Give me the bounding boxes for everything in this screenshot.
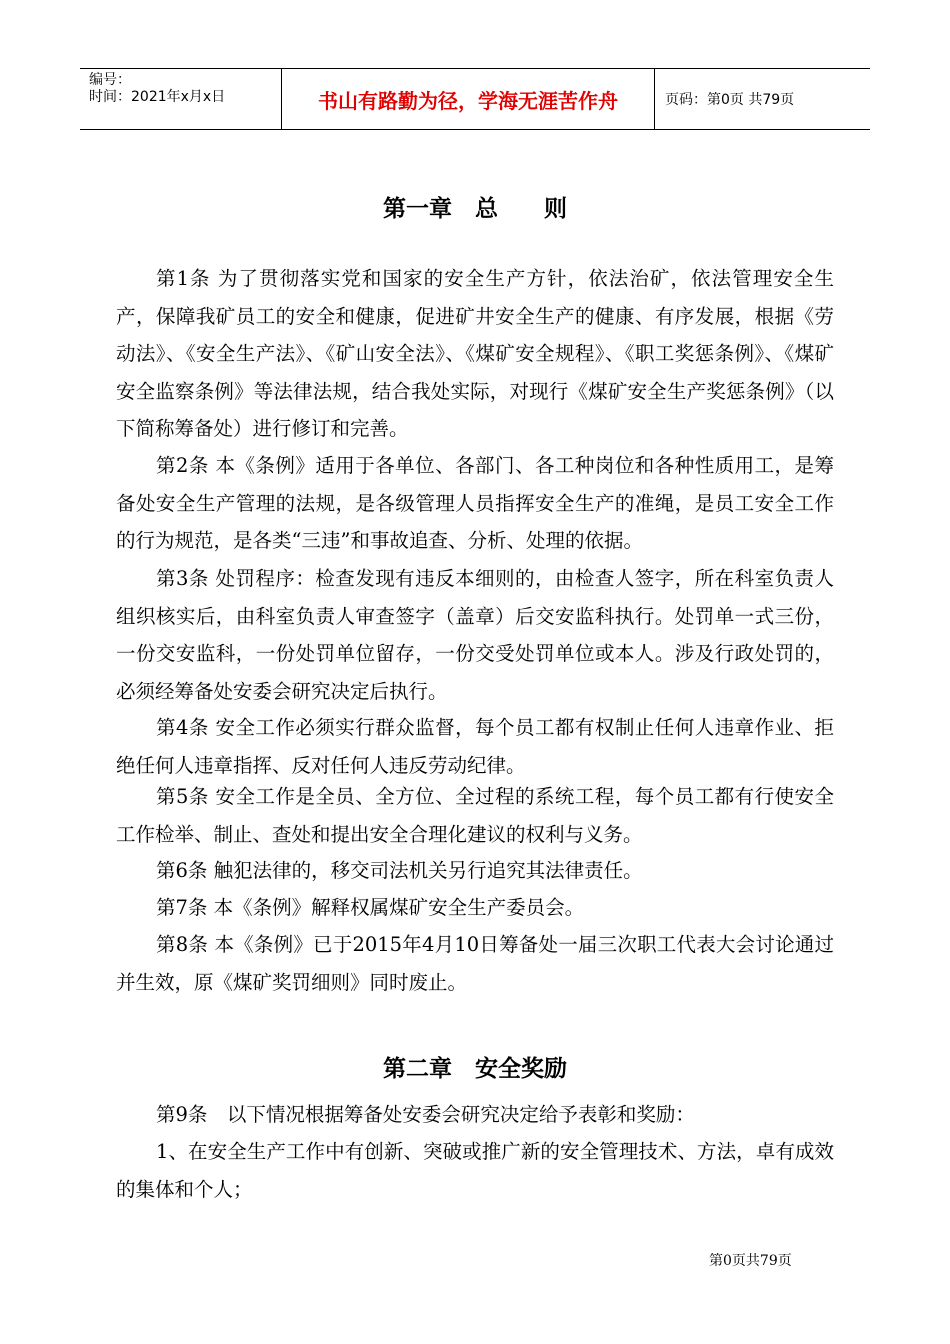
document-date: 时间：2021年x月x日 (89, 89, 226, 105)
header-page-code: 页码：第0页 共79页 (665, 92, 795, 108)
article-paragraph: 1、在安全生产工作中有创新、突破或推广新的安全管理技术、方法，卓有成效的集体和个人； (116, 1140, 834, 1201)
article-paragraph: 第9条 以下情况根据筹备处安委会研究决定给予表彰和奖励： (156, 1103, 695, 1126)
document-number: 编号： (89, 72, 131, 88)
article-paragraph: 第6条 触犯法律的，移交司法机关另行追究其法律责任。 (156, 859, 643, 882)
page-footer: 第0页共79页 (709, 1253, 792, 1269)
article-paragraph: 第5条 安全工作是全员、全方位、全过程的系统工程，每个员工都有行使安全工作检举、制止、查处和提出安全合理化建议的权利与义务。 (116, 785, 834, 846)
header-motto: 书山有路勤为径，学海无涯苦作舟 (282, 69, 655, 129)
article-paragraph: 第7条 本《条例》解释权属煤矿安全生产委员会。 (156, 896, 585, 919)
article-paragraph: 第3条 处罚程序：检查发现有违反本细则的，由检查人签字，所在科室负责人组织核实后，由科室负责人审查签字（盖章）后交安监科执行。处罚单一式三份，一份交安监科，一份处罚单位留存，一份交受处罚单位或本人。涉及行政处罚的，必须经筹备处安委会研究决定后执行。 (116, 567, 834, 703)
chapter-title: 第一章 总 则 (383, 196, 567, 222)
article-paragraph: 第8条 本《条例》已于2015年4月10日筹备处一届三次职工代表大会讨论通过并生效，原《煤矿奖罚细则》同时废止。 (116, 933, 834, 994)
page-header (80, 68, 870, 130)
article-paragraph: 第2条 本《条例》适用于各单位、各部门、各工种岗位和各种性质用工，是筹备处安全生产管理的法规，是各级管理人员指挥安全生产的准绳，是员工安全工作的行为规范，是各类“三违”和事故追查、分析、处理的依据。 (116, 454, 834, 552)
article-paragraph: 第4条 安全工作必须实行群众监督，每个员工都有权制止任何人违章作业、拒绝任何人违章指挥、反对任何人违反劳动纪律。 (116, 716, 834, 777)
article-paragraph: 第1条 为了贯彻落实党和国家的安全生产方针，依法治矿，依法管理安全生产，保障我矿员工的安全和健康，促进矿井安全生产的健康、有序发展，根据《劳动法》、《安全生产法》、《矿山安全法》、《煤矿安全规程》、《职工奖惩条例》、《煤矿安全监察条例》等法律法规，结合我处实际，对现行《煤矿安全生产奖惩条例》（以下简称筹备处）进行修订和完善。 (116, 267, 834, 440)
chapter-title: 第二章 安全奖励 (383, 1056, 567, 1082)
header-meta (80, 69, 282, 129)
